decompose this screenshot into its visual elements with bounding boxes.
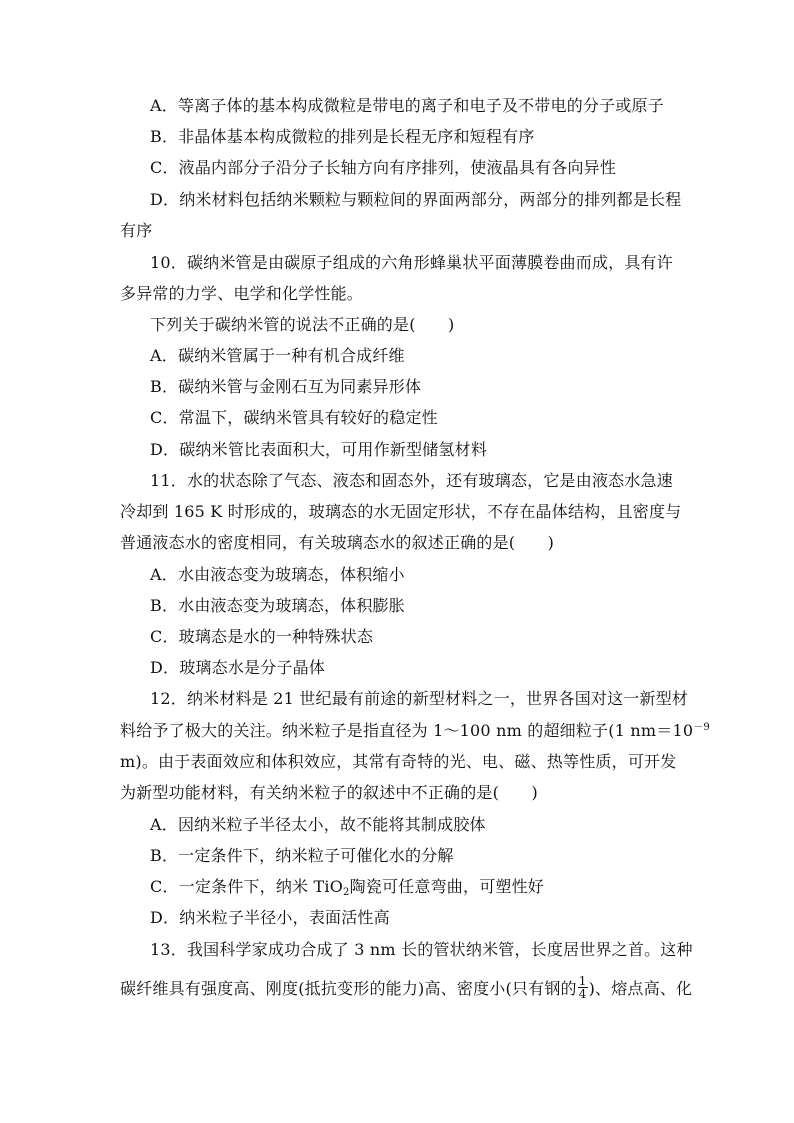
q10-option-a: A．碳纳米管属于一种有机合成纤维 (150, 346, 405, 365)
q12-stem-line1: 12．纳米材料是 21 世纪最有前途的新型材料之一，世界各国对这一新型材 (150, 689, 689, 708)
q11-stem-line1: 11．水的状态除了气态、液态和固态外，还有玻璃态，它是由液态水急速 (150, 471, 673, 490)
q12-stem-line3: m)。由于表面效应和体积效应，其常有奇特的光、电、磁、热等性质，可开发 (120, 752, 677, 771)
q13-fraction-denominator: 4 (578, 987, 587, 1001)
q12-stem-line2 (120, 721, 710, 741)
q10-stem-line1: 10．碳纳米管是由碳原子组成的六角形蜂巢状平面薄膜卷曲而成，具有许 (150, 253, 673, 272)
q12-option-a: A．因纳米粒子半径太小，故不能将其制成胶体 (150, 815, 486, 834)
q9-option-a: A．等离子体的基本构成微粒是带电的离子和电子及不带电的分子或原子 (150, 96, 664, 115)
q10-option-c: C．常温下，碳纳米管具有较好的稳定性 (150, 408, 438, 427)
q9-option-d-line2: 有序 (120, 221, 153, 240)
q11-stem-line2: 冷却到 165 K 时形成的，玻璃态的水无固定形状，不存在晶体结构，且密度与 (120, 502, 682, 521)
q13-stem-line2 (120, 974, 693, 1002)
q10-option-d: D．碳纳米管比表面积大，可用作新型储氢材料 (150, 440, 488, 459)
q13-stem-line2-post: )、熔点高、化 (588, 979, 693, 998)
q13-stem-line1: 13．我国科学家成功合成了 3 nm 长的管状纳米管，长度居世界之首。这种 (150, 940, 693, 959)
q12-stem-line4: 为新型功能材料，有关纳米粒子的叙述中不正确的是( ) (120, 783, 538, 802)
q11-option-c: C．玻璃态是水的一种特殊状态 (150, 627, 374, 646)
q10-stem-line2: 多异常的力学、电学和化学性能。 (120, 284, 364, 303)
q9-option-b: B．非晶体基本构成微粒的排列是长程无序和短程有序 (150, 127, 535, 146)
q12-option-c-pre: C．一定条件下，纳米 TiO (150, 877, 344, 896)
q9-option-c: C．液晶内部分子沿分子长轴方向有序排列，使液晶具有各向异性 (150, 158, 617, 177)
q12-option-c-post: 陶瓷可任意弯曲，可塑性好 (349, 877, 545, 896)
q11-option-b: B．水由液态变为玻璃态，体积膨胀 (150, 596, 405, 615)
q12-option-c-subscript: 2 (343, 887, 350, 898)
q12-option-b: B．一定条件下，纳米粒子可催化水的分解 (150, 846, 454, 865)
q12-option-c (150, 877, 544, 897)
q12-exponent: －9 (693, 722, 710, 733)
q13-stem-line2-pre: 碳纤维具有强度高、刚度(抵抗变形的能力)高、密度小(只有钢的 (120, 979, 577, 998)
q11-option-d: D．玻璃态水是分子晶体 (150, 658, 326, 677)
q9-option-d-line1: D．纳米材料包括纳米颗粒与颗粒间的界面两部分，两部分的排列都是长程 (150, 190, 682, 209)
q12-option-d: D．纳米粒子半径小，表面活性高 (150, 908, 390, 927)
q11-stem-line3: 普通液态水的密度相同，有关玻璃态水的叙述正确的是( ) (120, 533, 555, 552)
q10-option-b: B．碳纳米管与金刚石互为同素异形体 (150, 377, 422, 396)
q13-fraction (578, 975, 588, 1000)
q10-question: 下列关于碳纳米管的说法不正确的是( ) (150, 315, 455, 334)
q11-option-a: A．水由液态变为玻璃态，体积缩小 (150, 565, 405, 584)
q12-stem-line2-text: 料给予了极大的关注。纳米粒子是指直径为 1～100 nm 的超细粒子(1 nm＝10 (120, 721, 694, 740)
q13-fraction-numerator: 1 (578, 974, 587, 988)
